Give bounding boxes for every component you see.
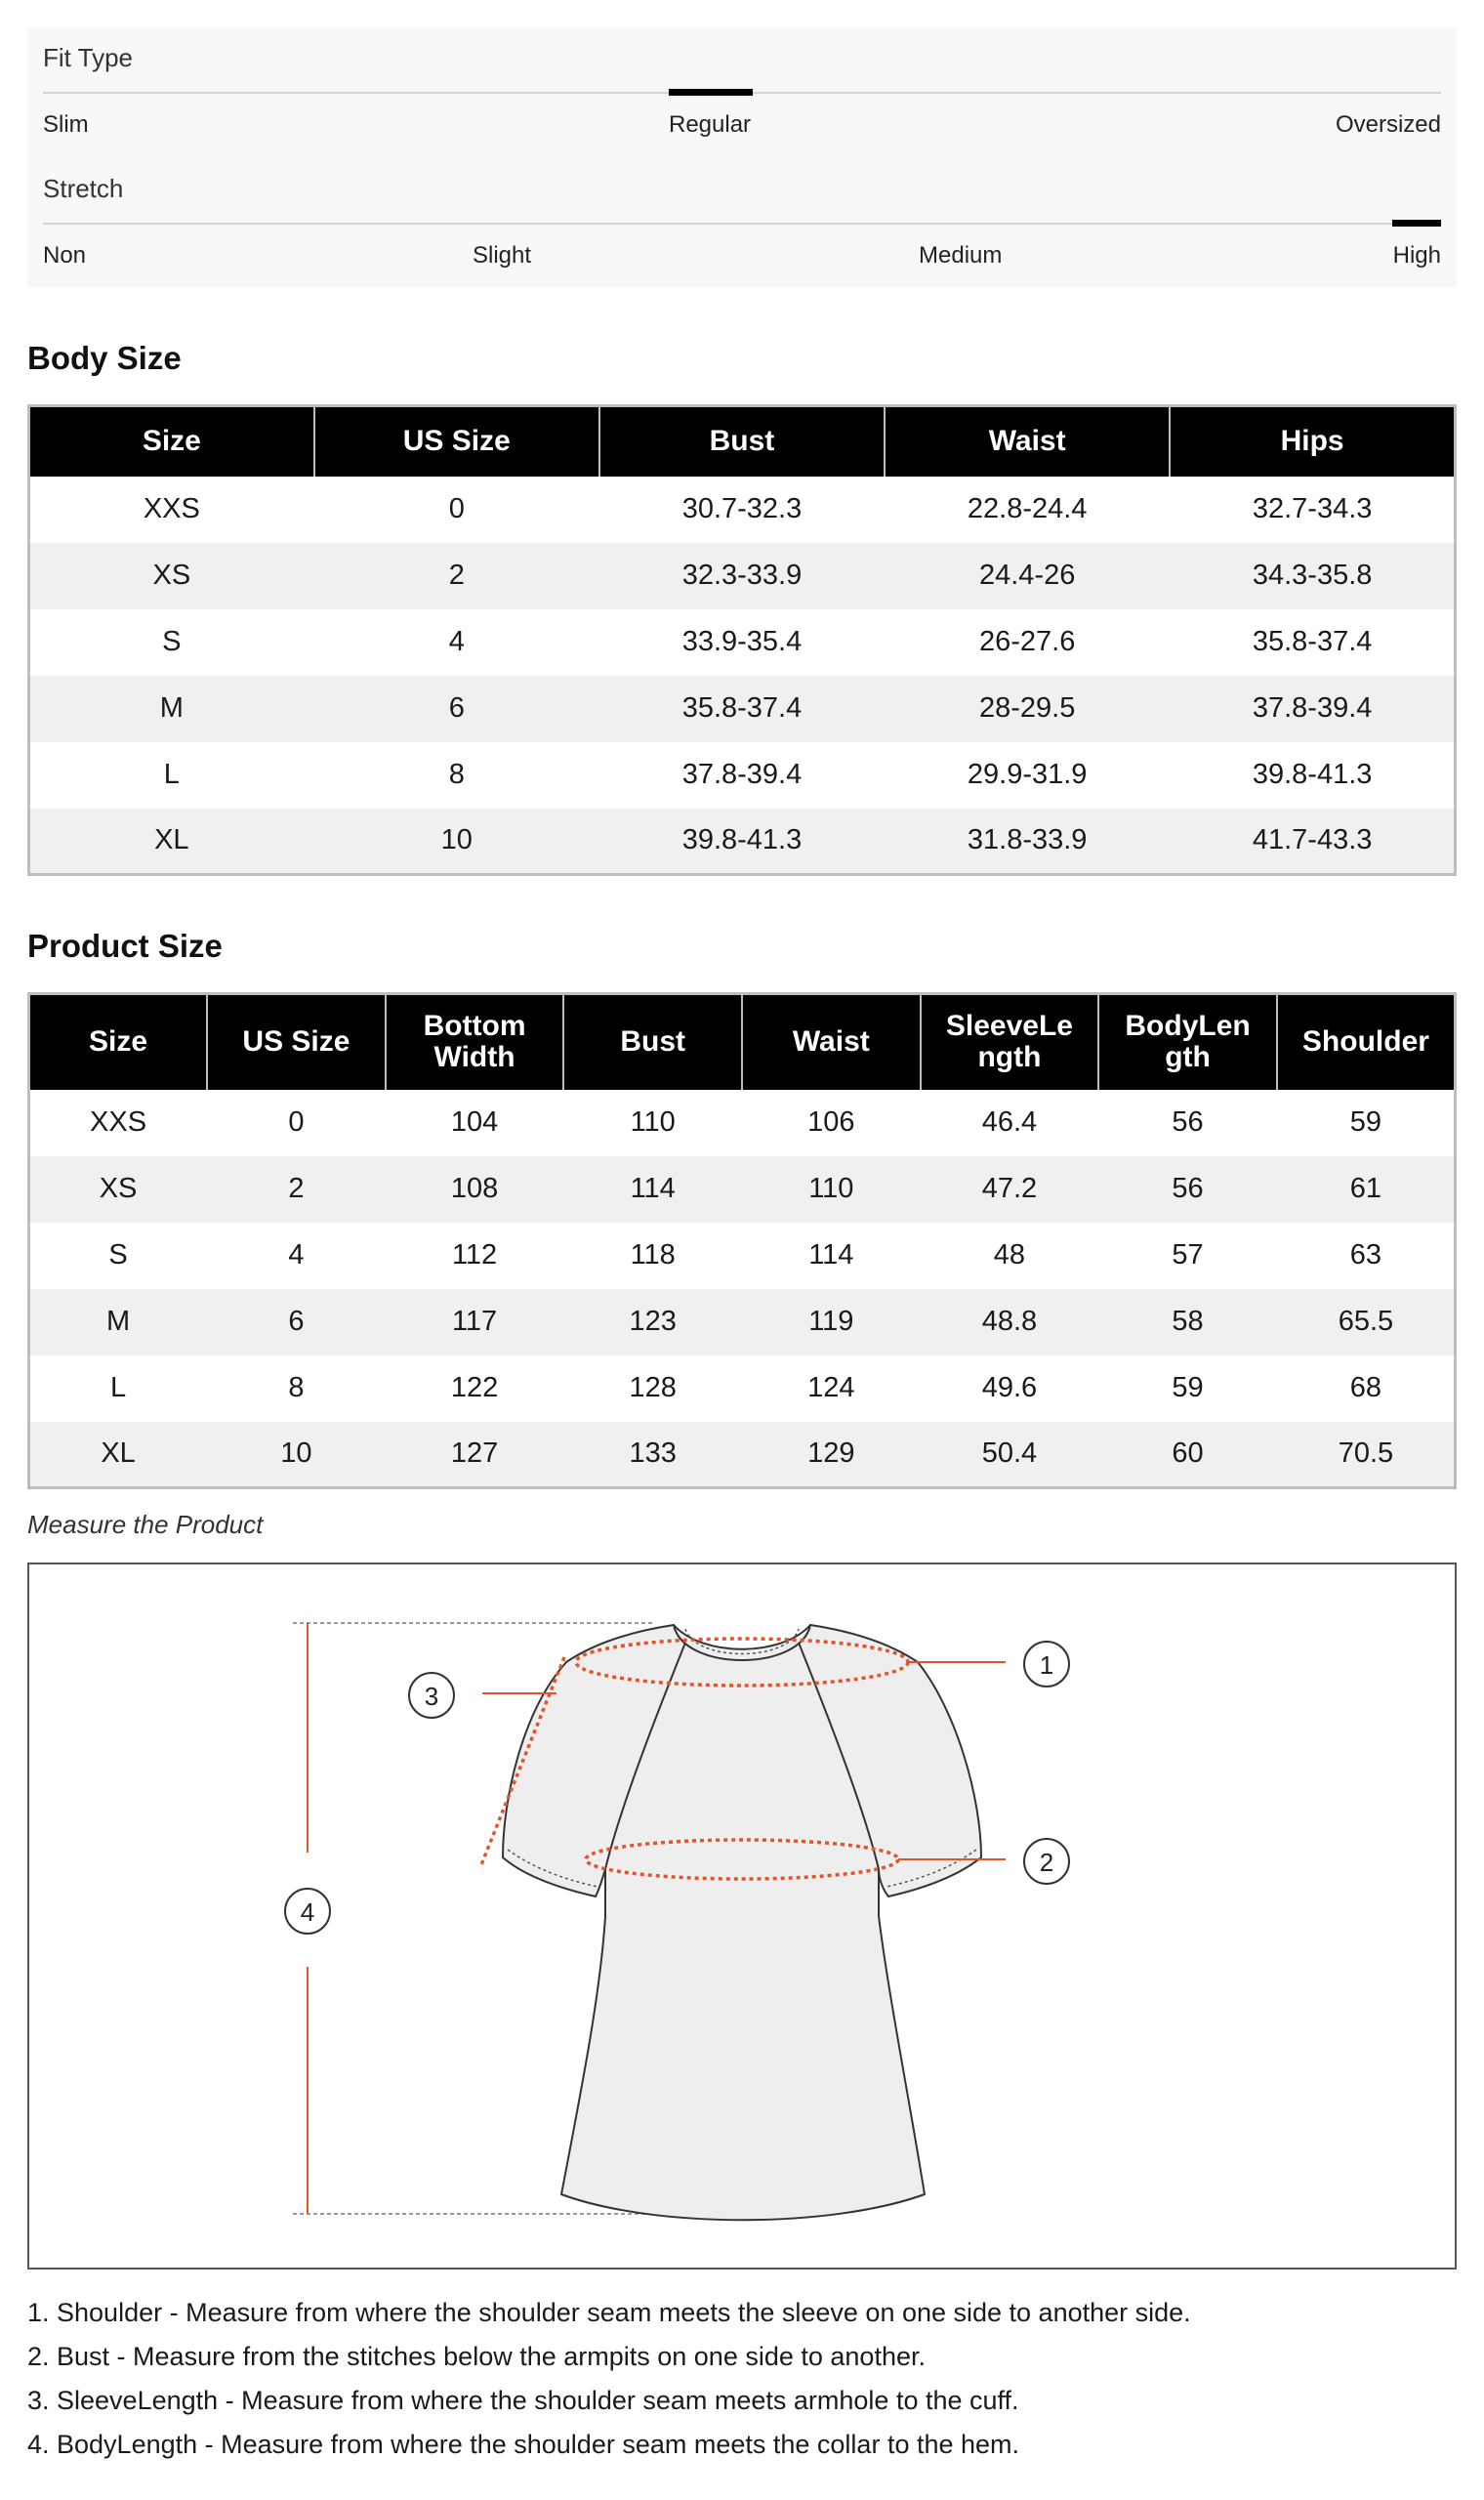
- table-cell: 70.5: [1277, 1422, 1456, 1488]
- table-cell: 6: [207, 1289, 386, 1355]
- stretch-option-medium: Medium: [919, 242, 1003, 269]
- table-cell: 123: [563, 1289, 742, 1355]
- table-cell: 2: [314, 543, 599, 609]
- callout-2: [1024, 1839, 1069, 1884]
- table-cell: 68: [1277, 1355, 1456, 1422]
- table-cell: 10: [314, 809, 599, 875]
- table-row: [29, 809, 1456, 875]
- fit-option-oversized: Oversized: [1335, 111, 1441, 138]
- table-cell: 33.9-35.4: [599, 609, 885, 676]
- table-cell: S: [108, 1239, 128, 1271]
- table-cell: XS: [29, 543, 314, 609]
- table-cell: 8: [207, 1355, 386, 1422]
- fit-option-regular: Regular: [669, 111, 752, 138]
- table-cell: 32.3-33.9: [599, 543, 885, 609]
- column-header: Bottom Width: [386, 994, 564, 1090]
- table-cell: 127: [386, 1422, 564, 1488]
- table-row: [29, 1422, 1456, 1488]
- table-row: [29, 1156, 1456, 1223]
- table-cell: 65.5: [1277, 1289, 1456, 1355]
- table-row: [29, 1223, 1456, 1289]
- callout-3-label: 3: [424, 1682, 439, 1711]
- table-cell: 112: [386, 1223, 564, 1289]
- table-cell: 48.8: [921, 1289, 1099, 1355]
- table-cell: 50.4: [921, 1422, 1099, 1488]
- product-size-title: Product Size: [27, 928, 223, 964]
- table-row: [29, 543, 1456, 609]
- table-cell: 28-29.5: [885, 676, 1170, 742]
- measure-caption: Measure the Product: [27, 1510, 264, 1539]
- callout-3: [409, 1673, 454, 1718]
- size-guide: [27, 27, 1457, 2459]
- column-header: Waist: [742, 994, 921, 1090]
- note-bust: 2. Bust - Measure from the stitches below the armpits on one side to another.: [27, 2342, 926, 2371]
- callout-4: [285, 1889, 330, 1934]
- table-cell: 61: [1277, 1156, 1456, 1223]
- table-cell: S: [162, 626, 182, 657]
- stretch-option-non: Non: [43, 242, 87, 269]
- table-cell: XL: [29, 1422, 208, 1488]
- table-cell: 46.4: [921, 1090, 1099, 1156]
- table-cell: 22.8-24.4: [885, 477, 1170, 543]
- measurement-figure: [27, 1562, 1457, 2270]
- table-cell: 37.8-39.4: [1170, 676, 1455, 742]
- column-header: Bust: [599, 406, 885, 477]
- table-cell: 110: [742, 1156, 921, 1223]
- table-cell: 47.2: [921, 1156, 1099, 1223]
- body-size-table: [27, 404, 1457, 876]
- table-cell: 29.9-31.9: [885, 742, 1170, 809]
- column-header: SleeveLe ngth: [921, 994, 1099, 1090]
- table-row: [29, 1355, 1456, 1422]
- table-cell: 37.8-39.4: [599, 742, 885, 809]
- callout-1: [1024, 1642, 1069, 1687]
- table-cell: 8: [314, 742, 599, 809]
- table-row: [29, 742, 1456, 809]
- table-cell: 114: [563, 1156, 742, 1223]
- table-row: [29, 609, 1456, 676]
- table-cell: 41.7-43.3: [1170, 809, 1455, 875]
- table-cell: 48: [921, 1223, 1099, 1289]
- column-header: BodyLen gth: [1098, 994, 1277, 1090]
- column-header: Hips: [1170, 406, 1455, 477]
- table-cell: 56: [1098, 1156, 1277, 1223]
- table-cell: 59: [1098, 1355, 1277, 1422]
- table-row: [29, 1090, 1456, 1156]
- table-cell: 39.8-41.3: [599, 809, 885, 875]
- column-header: US Size: [207, 994, 386, 1090]
- table-cell: 2: [207, 1156, 386, 1223]
- stretch-option-high: High: [1392, 242, 1441, 269]
- stretch-marker: [1392, 220, 1441, 227]
- callout-1-label: 1: [1039, 1650, 1054, 1680]
- table-cell: L: [163, 759, 180, 790]
- table-cell: 49.6: [921, 1355, 1099, 1422]
- fit-type-label: Fit Type: [43, 43, 134, 72]
- table-cell: 10: [207, 1422, 386, 1488]
- table-cell: 35.8-37.4: [599, 676, 885, 742]
- note-sleeve-length: 3. SleeveLength - Measure from where the shoulder seam meets armhole to the cuff.: [27, 2386, 1019, 2415]
- table-cell: 63: [1277, 1223, 1456, 1289]
- table-cell: 59: [1277, 1090, 1456, 1156]
- table-cell: 60: [1098, 1422, 1277, 1488]
- column-header: Bust: [563, 994, 742, 1090]
- table-cell: 118: [563, 1223, 742, 1289]
- table-cell: 133: [563, 1422, 742, 1488]
- table-row: [29, 477, 1456, 543]
- column-header: Shoulder: [1277, 994, 1456, 1090]
- note-shoulder: 1. Shoulder - Measure from where the shoulder seam meets the sleeve on one side to another side.: [27, 2298, 1191, 2327]
- table-cell: 0: [314, 477, 599, 543]
- fit-panel: [27, 27, 1457, 287]
- callout-4-label: 4: [300, 1897, 315, 1927]
- table-cell: 114: [742, 1223, 921, 1289]
- table-cell: L: [109, 1372, 127, 1403]
- table-row: [29, 1289, 1456, 1355]
- table-cell: 24.4-26: [885, 543, 1170, 609]
- column-header: US Size: [314, 406, 599, 477]
- table-cell: M: [29, 1289, 208, 1355]
- table-cell: 4: [314, 609, 599, 676]
- product-size-table: [27, 992, 1457, 1489]
- table-cell: 39.8-41.3: [1170, 742, 1455, 809]
- table-header-row: [29, 994, 1456, 1090]
- fit-option-slim: Slim: [43, 111, 89, 138]
- table-cell: 128: [563, 1355, 742, 1422]
- table-cell: 35.8-37.4: [1170, 609, 1455, 676]
- table-cell: 6: [314, 676, 599, 742]
- table-cell: 122: [386, 1355, 564, 1422]
- callout-2-label: 2: [1039, 1848, 1054, 1877]
- tshirt-illustration: [29, 1564, 1455, 2268]
- fit-type-marker: [669, 89, 753, 96]
- stretch-option-slight: Slight: [473, 242, 532, 269]
- stretch-label: Stretch: [43, 174, 124, 203]
- table-cell: 30.7-32.3: [599, 477, 885, 543]
- table-cell: 129: [742, 1422, 921, 1488]
- table-cell: 4: [207, 1223, 386, 1289]
- table-cell: 34.3-35.8: [1170, 543, 1455, 609]
- body-size-title: Body Size: [27, 340, 182, 376]
- table-header-row: [29, 406, 1456, 477]
- table-cell: 124: [742, 1355, 921, 1422]
- table-cell: 0: [207, 1090, 386, 1156]
- table-cell: 117: [386, 1289, 564, 1355]
- table-cell: 26-27.6: [885, 609, 1170, 676]
- table-cell: 110: [563, 1090, 742, 1156]
- table-row: [29, 676, 1456, 742]
- measurement-notes: [27, 2291, 1191, 2467]
- table-cell: XXS: [143, 493, 200, 524]
- table-cell: XS: [29, 1156, 208, 1223]
- tshirt-outline: [503, 1625, 981, 2220]
- table-cell: 31.8-33.9: [885, 809, 1170, 875]
- column-header: Size: [29, 406, 314, 477]
- table-cell: 56: [1098, 1090, 1277, 1156]
- table-cell: 106: [742, 1090, 921, 1156]
- table-cell: 108: [386, 1156, 564, 1223]
- column-header: Size: [29, 994, 208, 1090]
- stretch-track: [43, 223, 1441, 225]
- table-cell: XL: [29, 809, 314, 875]
- table-cell: XXS: [90, 1106, 147, 1138]
- table-cell: 58: [1098, 1289, 1277, 1355]
- table-cell: 32.7-34.3: [1170, 477, 1455, 543]
- table-cell: M: [29, 676, 314, 742]
- table-cell: 119: [742, 1289, 921, 1355]
- table-cell: 57: [1098, 1223, 1277, 1289]
- note-body-length: 4. BodyLength - Measure from where the shoulder seam meets the collar to the hem.: [27, 2430, 1020, 2459]
- column-header: Waist: [885, 406, 1170, 477]
- table-cell: 104: [386, 1090, 564, 1156]
